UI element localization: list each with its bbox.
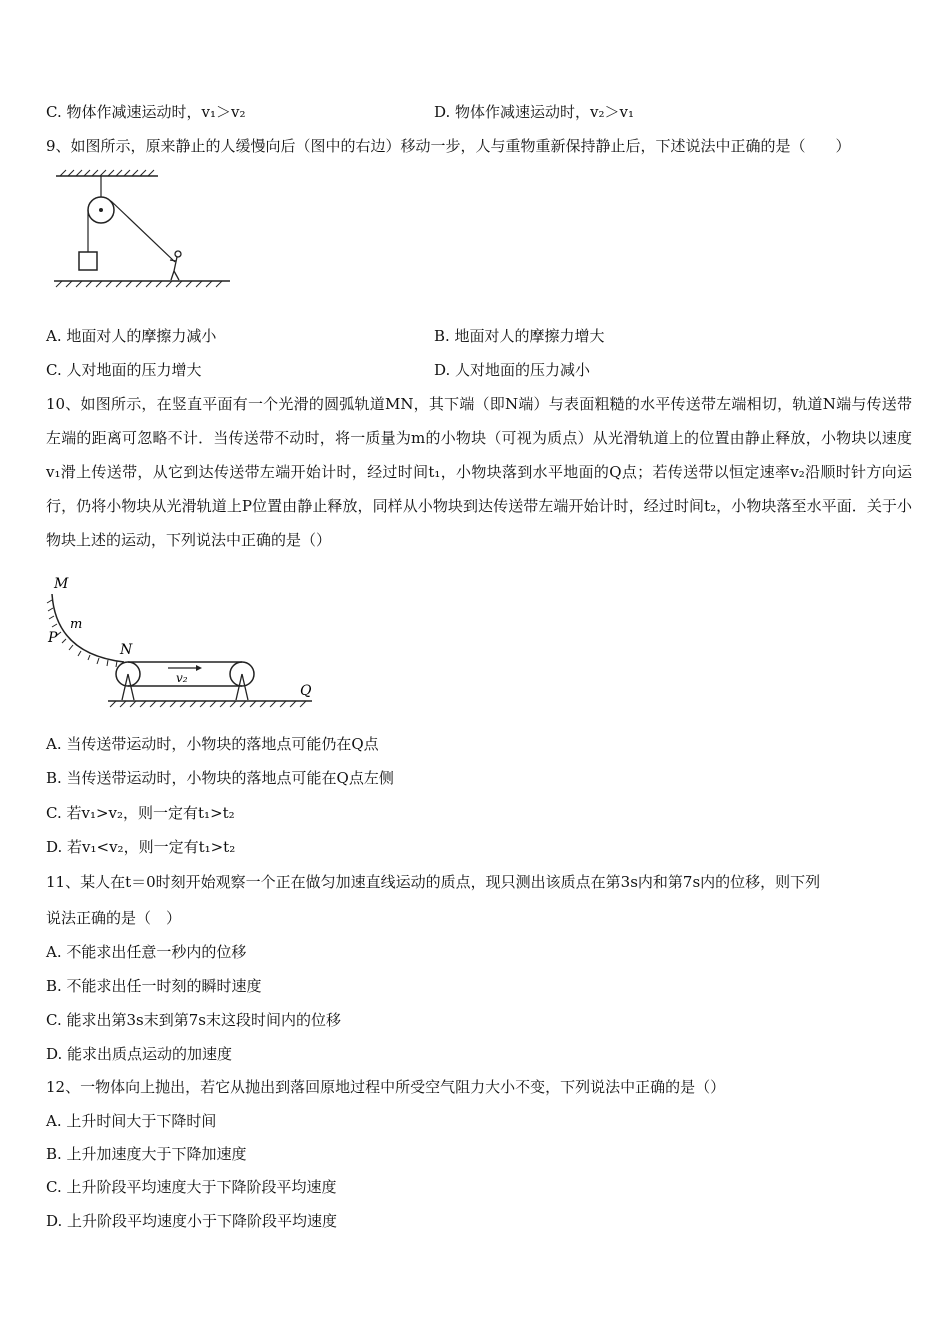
arc-track-hatch (47, 600, 117, 667)
q12-option-d: D. 上升阶段平均速度小于下降阶段平均速度 (46, 1212, 338, 1230)
q9-stem: 9、如图所示，原来静止的人缓慢向后（图中的右边）移动一步，人与重物重新保持静止后，下述说法中正确的是（ ） (46, 137, 851, 155)
q10-option-a: A. 当传送带运动时，小物块的落地点可能仍在Q点 (46, 735, 379, 753)
label-n-point: N (120, 642, 133, 658)
q8-option-d: D. 物体作减速运动时，v₂＞v₁ (434, 103, 635, 121)
q10-option-b: B. 当传送带运动时，小物块的落地点可能在Q点左侧 (46, 769, 394, 787)
q11-stem-line1: 11、某人在t＝0时刻开始观察一个正在做匀加速直线运动的质点，现只测出该质点在第3s内和第7s内的位移，则下列 (46, 873, 821, 891)
ground-hatch (56, 281, 222, 287)
pulley-axle (99, 208, 103, 212)
rope-to-person (111, 201, 175, 262)
q10-option-c: C. 若v₁>v₂，则一定有t₁>t₂ (46, 804, 235, 822)
v2-arrow-head (196, 665, 202, 671)
q11-option-b: B. 不能求出任一时刻的瞬时速度 (46, 977, 262, 995)
q11-stem-line2: 说法正确的是（ ） (46, 909, 182, 927)
q11-option-a: A. 不能求出任意一秒内的位移 (46, 943, 247, 961)
label-q-point: Q (300, 683, 312, 699)
q9-option-d: D. 人对地面的压力减小 (434, 361, 591, 379)
q8-option-c: C. 物体作减速运动时，v₁＞v₂ (46, 103, 246, 121)
person-figure (170, 251, 181, 280)
q10-stem: 10、如图所示，在竖直平面有一个光滑的圆弧轨道MN，其下端（即N端）与表面粗糙的水平传送带左端相切，轨道N端与传送带左端的距离可忽略不计．当传送带不动时，将一质量为m的小物块（可视为质点）从光滑轨道上的位置由静止释放，小物块以速度v₁滑上传送带，从它到达传送带左端开始计时，经过时间t₁，小物块落到水平地面的Q点；若传送带以恒定速率v₂沿顺时针方向运行，仍将小物块从光滑轨道上P位置由静止释放，同样从小物块到达传送带左端开始计时，经过时间t₂，小物块落至水平面．关于小物块上述的运动，下列说法中正确的是（） (46, 395, 912, 549)
q12-option-a: A. 上升时间大于下降时间 (46, 1112, 217, 1130)
ground-hatch (110, 701, 306, 707)
q9-option-c: C. 人对地面的压力增大 (46, 361, 202, 379)
label-mass-m: m (70, 617, 83, 632)
label-p-point: P (48, 630, 58, 646)
q12-stem: 12、一物体向上抛出，若它从抛出到落回原地过程中所受空气阻力大小不变，下列说法中正确的是（） (46, 1078, 726, 1096)
q9-option-b: B. 地面对人的摩擦力增大 (434, 327, 605, 345)
ceiling-hatch (60, 170, 154, 176)
hanging-weight (79, 252, 97, 270)
label-m-point: M (54, 576, 69, 592)
q11-option-c: C. 能求出第3s末到第7s末这段时间内的位移 (46, 1011, 341, 1029)
q12-option-b: B. 上升加速度大于下降加速度 (46, 1145, 247, 1163)
label-v2: v₂ (176, 671, 188, 685)
q9-option-a: A. 地面对人的摩擦力减小 (46, 327, 217, 345)
q10-option-d: D. 若v₁<v₂，则一定有t₁>t₂ (46, 838, 236, 856)
q11-option-d: D. 能求出质点运动的加速度 (46, 1045, 233, 1063)
q9-pulley-figure (52, 168, 232, 296)
q12-option-c: C. 上升阶段平均速度大于下降阶段平均速度 (46, 1178, 337, 1196)
q10-conveyor-figure (44, 574, 316, 716)
arc-track-mn (52, 594, 124, 662)
